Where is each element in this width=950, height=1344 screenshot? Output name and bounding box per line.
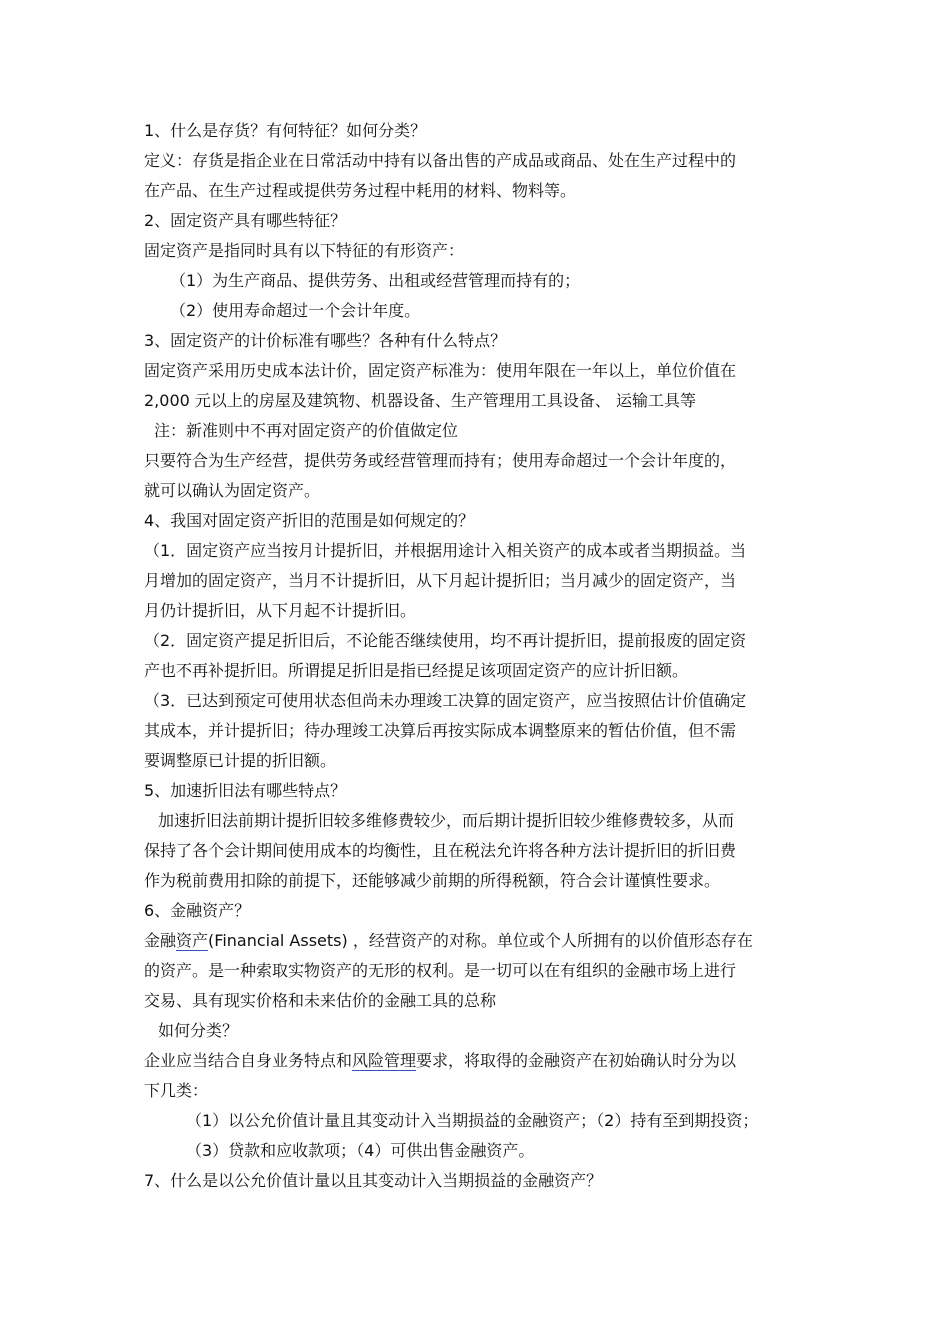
q5-line-2: 保持了各个会计期间使用成本的均衡性，且在税法允许将各种方法计提折旧的折旧费: [144, 841, 737, 860]
q4-p1-line-1: （1．固定资产应当按月计提折旧，并根据用途计入相关资产的成本或者当期损益。当: [144, 541, 747, 560]
risk-management-link[interactable]: 风险管理: [352, 1051, 417, 1070]
q3-line-3: 只要符合为生产经营，提供劳务或经营管理而持有；使用寿命超过一个会计年度的，: [144, 451, 737, 470]
q6-line-1-prefix: 金融: [144, 931, 177, 950]
q6-items-line-1: （1）以公允价值计量且其变动计入当期损益的金融资产；（2）持有至到期投资；: [186, 1111, 759, 1130]
q6-classify-line-2: 下几类：: [144, 1081, 209, 1100]
q1-definition-line-1: 定义：存货是指企业在日常活动中持有以备出售的产成品或商品、处在生产过程中的: [144, 151, 737, 170]
question-2: 2、固定资产具有哪些特征？: [144, 211, 347, 230]
q1-definition-line-2: 在产品、在生产过程或提供劳务过程中耗用的材料、物料等。: [144, 181, 577, 200]
question-3: 3、固定资产的计价标准有哪些？各种有什么特点？: [144, 331, 507, 350]
q6-line-3: 交易、具有现实价格和未来估价的金融工具的总称: [144, 991, 497, 1010]
q6-classify-line-1: [144, 1046, 834, 1076]
q2-item-2: （2）使用寿命超过一个会计年度。: [170, 301, 421, 320]
q4-p1-line-2: 月增加的固定资产，当月不计提折旧，从下月起计提折旧；当月减少的固定资产，当: [144, 571, 737, 590]
question-4: 4、我国对固定资产折旧的范围是如何规定的？: [144, 511, 475, 530]
q6-classify-suffix: 要求，将取得的金融资产在初始确认时分为以: [416, 1051, 737, 1070]
q5-line-1: 加速折旧法前期计提折旧较多维修费较少，而后期计提折旧较少维修费较多，从而: [158, 811, 735, 830]
q5-line-3: 作为税前费用扣除的前提下，还能够减少前期的所得税额，符合会计谨慎性要求。: [144, 871, 721, 890]
q2-intro: 固定资产是指同时具有以下特征的有形资产：: [144, 241, 465, 260]
q2-item-1: （1）为生产商品、提供劳务、出租或经营管理而持有的；: [170, 271, 581, 290]
q4-p3-line-1: （3．已达到预定可使用状态但尚未办理竣工决算的固定资产，应当按照估计价值确定: [144, 691, 747, 710]
q6-line-1: [144, 926, 834, 956]
q3-line-4: 就可以确认为固定资产。: [144, 481, 321, 500]
q4-p2-line-1: （2．固定资产提足折旧后，不论能否继续使用，均不再计提折旧，提前报废的固定资: [144, 631, 747, 650]
question-1: 1、什么是存货？有何特征？如何分类？: [144, 121, 427, 140]
document-page: [144, 116, 834, 1196]
question-5: 5、加速折旧法有哪些特点？: [144, 781, 347, 800]
q3-line-1: 固定资产采用历史成本法计价，固定资产标准为：使用年限在一年以上，单位价值在: [144, 361, 737, 380]
q4-p2-line-2: 产也不再补提折旧。所谓提足折旧是指已经提足该项固定资产的应计折旧额。: [144, 661, 689, 680]
q3-note: 注：新准则中不再对固定资产的价值做定位: [154, 421, 459, 440]
q6-sub-question: 如何分类？: [158, 1021, 239, 1040]
q6-classify-prefix: 企业应当结合自身业务特点和: [144, 1051, 353, 1070]
q6-items-line-2: （3）贷款和应收款项；（4）可供出售金融资产。: [186, 1141, 535, 1160]
q4-p3-line-2: 其成本，并计提折旧；待办理竣工决算后再按实际成本调整原来的暂估价值，但不需: [144, 721, 737, 740]
q4-p1-line-3: 月仍计提折旧，从下月起不计提折旧。: [144, 601, 417, 620]
q3-line-2: 2,000 元以上的房屋及建筑物、机器设备、生产管理用工具设备、 运输工具等: [144, 391, 696, 410]
q4-p3-line-3: 要调整原已计提的折旧额。: [144, 751, 337, 770]
question-6: 6、金融资产？: [144, 901, 251, 920]
q6-line-2: 的资产。是一种索取实物资产的无形的权利。是一切可以在有组织的金融市场上进行: [144, 961, 737, 980]
q6-line-1-suffix: (Financial Assets) ，经营资产的对称。单位或个人所拥有的以价值形态存在: [208, 931, 753, 950]
question-7: 7、什么是以公允价值计量以且其变动计入当期损益的金融资产？: [144, 1171, 603, 1190]
assets-link[interactable]: 资产: [176, 931, 209, 950]
